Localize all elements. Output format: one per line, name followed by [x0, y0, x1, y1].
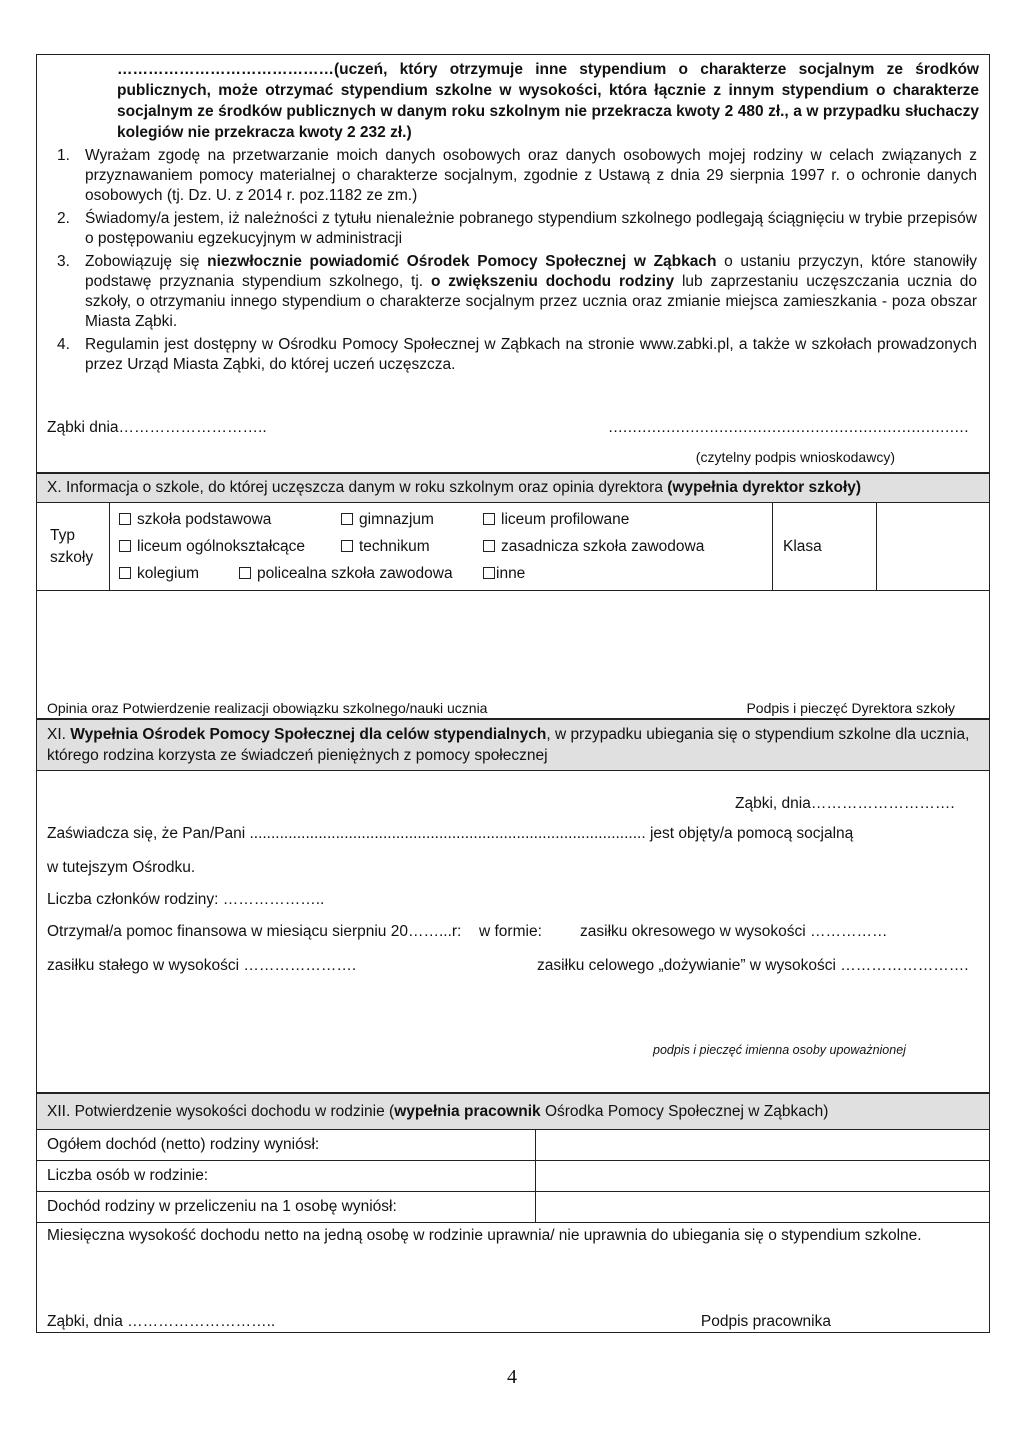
type-label-text: Typ szkoły — [50, 526, 94, 566]
periodic-benefit-field[interactable]: zasiłku okresowego w wysokości …………… — [580, 923, 888, 940]
checkbox-icon[interactable] — [341, 540, 353, 552]
statement-number: 1. — [57, 147, 70, 164]
per-person-income-value[interactable] — [536, 1192, 990, 1223]
statement-text: Regulamin jest dostępny w Ośrodku Pomocy Społecznej w Ząbkach na stronie www.zabki.pl, a także w szkołach prowadzonych przez Urząd Miasta Ząbki, do której uczeń uczęszcza. — [85, 336, 977, 373]
option-technikum[interactable] — [341, 533, 483, 560]
income-row — [37, 1192, 989, 1223]
income-row — [37, 1161, 989, 1192]
statement-4 — [47, 335, 979, 375]
checkbox-icon[interactable] — [483, 540, 495, 552]
class-label-cell — [773, 503, 877, 591]
purpose-benefit-field[interactable]: zasiłku celowego „dożywianie” w wysokości ……………………. — [537, 957, 969, 974]
option-label: zasadnicza szkoła zawodowa — [501, 538, 705, 555]
section-xi-title: Wypełnia Ośrodek Pomocy Społecznej dla celów stypendialnych — [70, 726, 547, 743]
statement-2 — [47, 209, 979, 249]
option-label: policealna szkoła zawodowa — [257, 565, 453, 582]
section-x-note: (wypełnia dyrektor szkoły) — [667, 479, 862, 496]
checkbox-icon[interactable] — [483, 513, 495, 525]
school-type-label — [37, 503, 110, 591]
form-page — [36, 54, 990, 1333]
option-label: szkoła podstawowa — [137, 511, 272, 528]
checkbox-icon[interactable] — [341, 513, 353, 525]
ops-date-field[interactable]: Ząbki, dnia………………………. — [735, 795, 955, 812]
worker-date-field[interactable]: Ząbki, dnia ……………………….. — [47, 1313, 276, 1330]
checkbox-icon[interactable] — [119, 567, 131, 579]
total-income-label: Ogółem dochód (netto) rodziny wyniósł: — [37, 1130, 536, 1161]
section-xi-header — [37, 719, 989, 771]
place-date-field[interactable]: Ząbki dnia……………………….. — [47, 419, 267, 436]
persons-label: Liczba osób w rodzinie: — [37, 1161, 536, 1192]
statement-number: 2. — [57, 210, 70, 227]
checkbox-icon[interactable] — [119, 513, 131, 525]
director-opinion-area[interactable] — [36, 591, 990, 719]
statement-bold-part: o zwiększeniu dochodu rodziny — [430, 273, 675, 290]
statement-1 — [47, 146, 979, 206]
section-xi-number: XI. — [47, 726, 71, 743]
option-label: inne — [496, 565, 526, 582]
statement-text-part: o ustaniu przyczyn, które stanowiły podstawę przyznania stypendium szkolnego, tj. — [85, 253, 977, 290]
option-label: liceum profilowane — [501, 511, 630, 528]
class-value-field[interactable] — [877, 503, 990, 591]
statement-text: Świadomy/a jestem, iż należności z tytułu nienależnie pobranego stypendium szkolnego podlegają ściągnięciu w trybie przepisów o postępowaniu egzekucyjnym w administracji — [85, 210, 977, 247]
option-other[interactable] — [483, 560, 525, 587]
section-x-title: X. Informacja o szkole, do której uczęszcza danym w roku szkolnym oraz opinia dyrektora — [47, 479, 668, 496]
option-label: kolegium — [137, 565, 200, 582]
income-table — [37, 1129, 989, 1223]
option-general-lyceum[interactable] — [119, 533, 341, 560]
checkbox-icon[interactable] — [483, 567, 495, 579]
option-profiled-lyceum[interactable] — [483, 506, 629, 533]
option-post-secondary[interactable] — [239, 560, 483, 587]
signature-caption: (czytelny podpis wnioskodawcy) — [695, 449, 895, 465]
statement-text-part: Zobowiązuję się — [85, 253, 208, 270]
section-xii — [36, 1093, 990, 1223]
school-type-options — [110, 503, 773, 591]
section-xii-bold: wypełnia pracownik — [394, 1103, 541, 1120]
option-vocational[interactable] — [483, 533, 704, 560]
statement-text: Wyrażam zgodę na przetwarzanie moich danych osobowych oraz danych osobowych mojej rodziny w celach związanych z przyznawaniem pomocy materialnej o charakterze socjalnym, zgodnie z Ustawą z dnia 29 sierpnia 1997 r. o ochronie danych osobowych (tj. Dz. U. z 2014 r. poz.1182 ze zm.) — [85, 147, 977, 204]
class-label: Klasa — [783, 537, 822, 555]
section-xii-header — [37, 1093, 989, 1129]
page-number: 4 — [507, 1366, 517, 1388]
option-gimnazjum[interactable] — [341, 506, 483, 533]
section-xii-note: Ośrodka Pomocy Społecznej w Ząbkach) — [540, 1103, 829, 1120]
option-primary[interactable] — [119, 506, 341, 533]
authorized-signature-label: podpis i pieczęć imienna osoby upoważnionej — [653, 1043, 906, 1057]
checkbox-icon[interactable] — [119, 540, 131, 552]
option-label: gimnazjum — [359, 511, 434, 528]
option-college[interactable] — [119, 560, 239, 587]
director-signature-label: Podpis i pieczęć Dyrektora szkoły — [746, 700, 955, 716]
statement-bold-part: niezwłocznie powiadomić Ośrodek Pomocy Społecznej w Ząbkach — [207, 253, 717, 270]
certify-line[interactable]: Zaświadcza się, że Pan/Pani ............................................................................................ jest objęty/a pomocą socjalną — [47, 825, 854, 842]
option-label: technikum — [359, 538, 430, 555]
per-person-income-label: Dochód rodziny w przeliczeniu na 1 osobę wyniósł: — [37, 1192, 536, 1223]
section-xi — [36, 719, 990, 1093]
statement-text-part: lub zaprzestaniu uczęszczania ucznia do szkoły, o otrzymaniu innego stypendium o charakterze socjalnym przez ucznia oraz zmianie miejsca zamieszkania - poza obszar Miasta Ząbki. — [85, 273, 977, 330]
section-xii-title: XII. Potwierdzenie wysokości dochodu w rodzinie ( — [47, 1103, 395, 1120]
income-row — [37, 1130, 989, 1161]
section-x-header — [37, 473, 989, 503]
statement-3 — [47, 252, 979, 332]
section-xi-note: , w przypadku ubiegania się o stypendium szkolne dla ucznia, którego rodzina korzysta ze świadczeń pieniężnych z pomocy społecznej — [47, 726, 970, 764]
signature-field[interactable]: ........................................................................... — [608, 419, 969, 436]
option-label: liceum ogólnokształcące — [137, 538, 306, 555]
aid-form-label: w formie: — [479, 923, 542, 940]
statement-number: 3. — [57, 253, 70, 270]
permanent-benefit-field[interactable]: zasiłku stałego w wysokości …………………. — [47, 957, 357, 974]
persons-value[interactable] — [536, 1161, 990, 1192]
statement-number: 4. — [57, 336, 70, 353]
eligibility-text: Miesięczna wysokość dochodu netto na jedną osobę w rodzinie uprawnia/ nie uprawnia do ubiegania się o stypendium szkolne. — [47, 1227, 922, 1244]
stipend-note: ……………………………………(uczeń, który otrzymuje inne stypendium o charakterze socjalnym ze środków publicznych, może otrzymać stypendium szkolne w wysokości, która łącznie z innym stypendium o charakterze socjalnym ze środków publicznych w danym roku szkolnym nie przekracza kwoty 2 480 zł., a w przypadku słuchaczy kolegiów nie przekracza kwoty 2 232 zł.) — [117, 61, 979, 141]
statement-text — [85, 252, 979, 332]
declarations-section — [36, 54, 990, 472]
aid-received-field[interactable]: Otrzymał/a pomoc finansowa w miesiącu sierpniu 20……...r: — [47, 923, 462, 940]
opinion-label: Opinia oraz Potwierdzenie realizacji obowiązku szkolnego/nauki ucznia — [47, 700, 488, 716]
family-members-field[interactable]: Liczba członków rodziny: ……………….. — [47, 891, 325, 908]
section-x — [36, 472, 990, 591]
worker-signature-label: Podpis pracownika — [700, 1313, 831, 1330]
total-income-value[interactable] — [536, 1130, 990, 1161]
eligibility-area — [36, 1223, 990, 1333]
checkbox-icon[interactable] — [239, 567, 251, 579]
school-type-table — [37, 503, 989, 591]
certify-line-2: w tutejszym Ośrodku. — [47, 859, 196, 876]
